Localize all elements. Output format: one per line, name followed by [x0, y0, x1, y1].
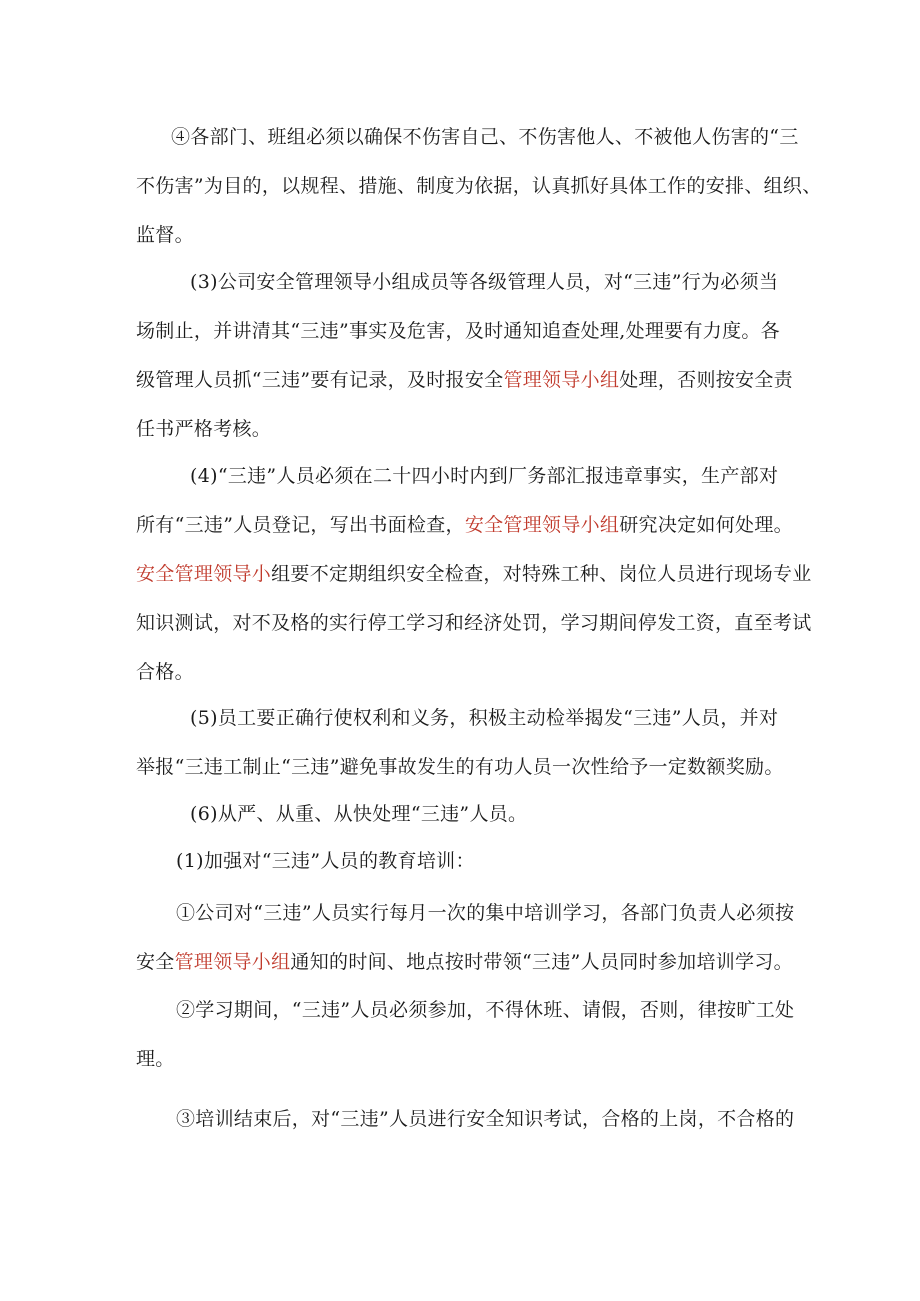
- text-line: [0, 754, 920, 780]
- text-line: [0, 610, 920, 636]
- text-line: [0, 367, 920, 393]
- text-line: [0, 173, 920, 199]
- text-segment: (6)从严、从重、从快处理“三违”人员。: [190, 803, 528, 825]
- text-line: [0, 561, 920, 587]
- text-line: [0, 900, 920, 926]
- text-segment: 级管理人员抓“三违”要有记录，及时报安全: [136, 369, 504, 391]
- text-line: [0, 269, 920, 295]
- text-line: [0, 222, 920, 248]
- highlighted-text: 安全管理领导小组: [464, 514, 620, 536]
- text-segment: (4)“三违”人员必须在二十四小时内到厂务部汇报违章事实，生产部对: [190, 465, 779, 487]
- text-segment: 合格。: [136, 661, 194, 683]
- text-segment: 安全: [136, 951, 175, 973]
- text-line: [0, 801, 920, 827]
- text-line: [0, 416, 920, 442]
- text-line: [0, 463, 920, 489]
- text-line: [0, 848, 920, 874]
- highlighted-text: 安全管理领导小: [136, 563, 272, 585]
- text-line: [0, 1106, 920, 1132]
- text-segment: 所有“三违”人员登记，写出书面检查，: [136, 514, 465, 536]
- text-segment: 场制止，并讲清其“三违”事实及危害，及时通知追查处理,处理要有力度。各: [136, 320, 780, 342]
- text-segment: (1)加强对“三违”人员的教育培训：: [176, 850, 475, 872]
- text-line: [0, 997, 920, 1023]
- text-segment: 处理，否则按安全责: [619, 369, 793, 391]
- text-line: [0, 705, 920, 731]
- highlighted-text: 管理领导小组: [503, 369, 620, 391]
- text-segment: (3)公司安全管理领导小组成员等各级管理人员，对“三违”行为必须当: [190, 271, 779, 293]
- text-segment: 举报“三违工制止“三违”避免事故发生的有功人员一次性给予一定数额奖励。: [136, 756, 784, 778]
- text-segment: ①公司对“三违”人员实行每月一次的集中培训学习，各部门负责人必须按: [176, 902, 795, 924]
- text-segment: 通知的时间、地点按时带领“三违”人员同时参加培训学习。: [290, 951, 793, 973]
- text-segment: (5)员工要正确行使权利和义务，积极主动检举揭发“三违”人员，并对: [190, 707, 779, 729]
- text-line: [0, 318, 920, 344]
- text-line: [0, 1046, 920, 1072]
- text-segment: 监督。: [136, 224, 194, 246]
- text-segment: 理。: [136, 1048, 175, 1070]
- text-line: [0, 659, 920, 685]
- text-segment: ④各部门、班组必须以确保不伤害自己、不伤害他人、不被他人伤害的“三: [171, 126, 799, 148]
- text-segment: 组要不定期组织安全检查，对特殊工种、岗位人员进行现场专业: [271, 563, 812, 585]
- text-line: [0, 512, 920, 538]
- text-segment: 研究决定如何处理。: [619, 514, 793, 536]
- text-segment: ②学习期间，“三违”人员必须参加，不得休班、请假，否则，律按旷工处: [176, 999, 795, 1021]
- text-line: [0, 124, 920, 150]
- text-segment: ③培训结束后，对“三违”人员进行安全知识考试，合格的上岗，不合格的: [176, 1108, 795, 1130]
- text-segment: 不伤害”为目的，以规程、措施、制度为依据，认真抓好具体工作的安排、组织、: [136, 175, 822, 197]
- text-segment: 任书严格考核。: [136, 418, 272, 440]
- text-segment: 知识测试，对不及格的实行停工学习和经济处罚，学习期间停发工资，直至考试: [136, 612, 812, 634]
- highlighted-text: 管理领导小组: [174, 951, 291, 973]
- text-line: [0, 949, 920, 975]
